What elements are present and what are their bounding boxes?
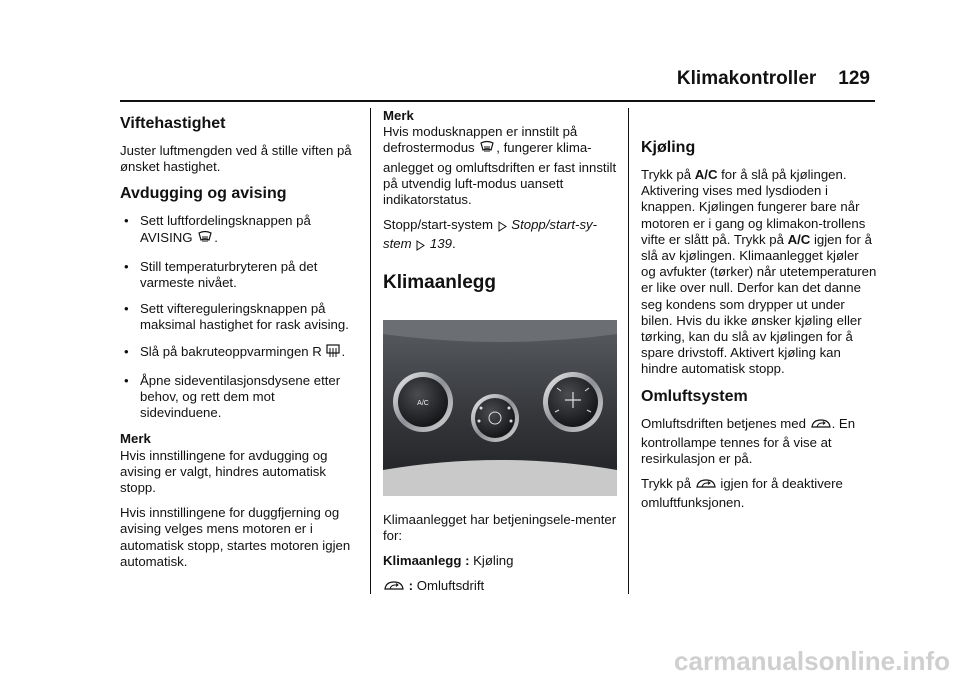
rear-defrost-icon (326, 344, 340, 363)
column-divider-2 (628, 108, 629, 594)
column-1 (120, 108, 358, 579)
list-item: • Still temperaturbryteren på det varmeste nivået. (124, 258, 318, 291)
control-item-recirculation: : Omluftsdrift (383, 578, 619, 597)
defog-list (120, 213, 358, 421)
chapter-title: Klimakontroller (676, 68, 817, 89)
page-header (640, 64, 870, 94)
ac-button-label: A/C (417, 399, 429, 407)
list-item: • Slå på bakruteoppvarmingen R . (120, 344, 358, 363)
arrow-reference-icon (416, 239, 425, 255)
watermark: carmanualsonline.info (674, 646, 950, 676)
column-3 (641, 108, 877, 521)
recirculation-heading: Omluftsystem (641, 387, 748, 405)
recirculation-icon (811, 418, 831, 435)
section-heading: Klimaanlegg (383, 271, 496, 293)
recirculation-icon (696, 478, 716, 495)
header-rule (120, 100, 875, 102)
defog-heading: Avdugging og avising (120, 185, 287, 203)
cooling-heading: Kjøling (641, 139, 696, 156)
column-divider-1 (370, 108, 371, 594)
note-text: Hvis innstillingene for duggfjerning og avising velges mens motoren er i automatisk stopp, startes motoren igjen automatisk. (120, 505, 351, 569)
arrow-reference-icon (498, 220, 507, 236)
cooling-text: Trykk på A/C for å slå på kjølingen. Aktivering vises med lysdioden i knappen. Kjølingen fungerer bare når motoren er i gang og klimakon-trollens vifte er slått på. Trykk på A/C igjen for å slå av kjølingen. Klimaanlegget kjøler og avfukter (tørker) når utetemperaturen er like over null. Derfor kan det danne seg kondens som drypper ut under bilen. Hvis du ikke ønsker kjøling eller tørking, kan du slå av kjølingen for å spare drivstoff. Aktivert kjøling kan hindre automatisk stopp. (641, 167, 877, 377)
column-2 (383, 108, 619, 606)
page-number: 129 (838, 68, 870, 89)
note-text: Hvis innstillingene for avdugging og avising er valgt, hindres automatisk stopp. (120, 447, 328, 496)
defrost-icon (479, 140, 495, 159)
reference-link[interactable]: Stopp/start-sy-stem (383, 217, 598, 252)
fan-speed-heading: Viftehastighet (120, 115, 226, 132)
reference-page[interactable]: 139 (429, 236, 452, 252)
recirculation-icon (384, 580, 404, 597)
list-item: • Åpne sideventilasjonsdysene etter behov, og rett dem mot sidevinduene. (124, 372, 341, 421)
recirculation-text: Trykk på igjen for å deaktivere omluftfunksjonen. (641, 476, 843, 511)
fan-speed-text: Juster luftmengden ved å stille viften på ønsket hastighet. (120, 143, 352, 175)
controls-description: Klimaanlegget har betjeningsele-menter for: (383, 511, 617, 543)
reference-text: Stopp/start-system Stopp/start-sy-stem 139. (383, 217, 619, 255)
defrost-icon (197, 230, 213, 249)
climate-control-photo (383, 320, 617, 496)
note-title: Merk (120, 431, 151, 447)
note-title: Merk (383, 108, 414, 123)
list-item: • Sett luftfordelingsknappen på AVISING . (120, 213, 358, 248)
control-item-ac: Klimaanlegg : Kjøling (383, 553, 514, 569)
recirculation-text: Omluftsdriften betjenes med . En kontrollampe tennes for å vise at resirkulasjon er på. (641, 415, 856, 467)
list-item: • Sett viftereguleringsknappen på maksimal hastighet for rask avising. (124, 301, 349, 333)
note-text: Hvis modusknappen er innstilt på defrostermodus , fungerer klima-anlegget og omluftsdriften er fast innstilt på utvendig luft-modus uansett indikatorstatus. (383, 124, 617, 208)
